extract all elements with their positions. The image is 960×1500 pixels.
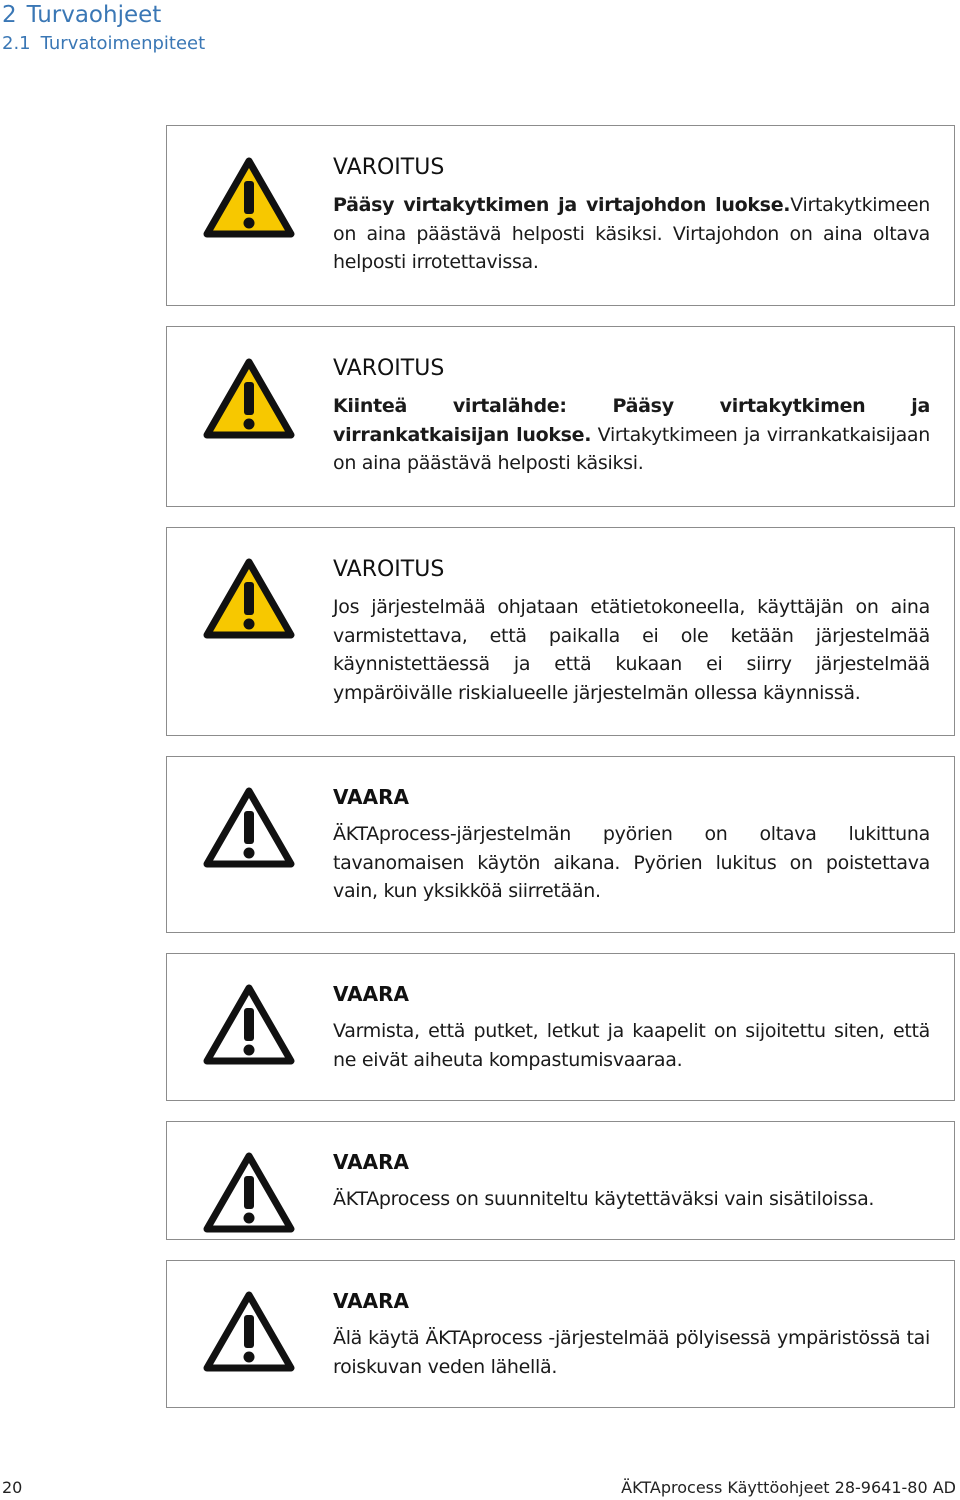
warning-text [333, 191, 930, 277]
warning-triangle-white-icon [203, 787, 295, 869]
danger-box-3 [166, 1121, 955, 1240]
danger-box-1 [166, 756, 955, 933]
chapter-heading [2, 0, 205, 30]
warning-triangle-yellow-icon [203, 558, 295, 640]
chapter-number: 2 [2, 2, 17, 28]
danger-label: VAARA [333, 1289, 409, 1313]
danger-label: VAARA [333, 1150, 409, 1174]
warning-triangle-white-icon [203, 984, 295, 1066]
warning-box-3 [166, 527, 955, 736]
danger-body-text: Varmista, että putket, letkut ja kaapelit on sijoitettu siten, että ne eivät aiheuta kompastumisvaaraa. [333, 1020, 930, 1071]
section-heading [2, 30, 205, 58]
chapter-title: Turvaohjeet [26, 2, 162, 28]
warning-label: VAROITUS [333, 155, 445, 180]
warning-label: VAROITUS [333, 356, 445, 381]
document-title: ÄKTAprocess Käyttöohjeet 28-9641-80 AD [621, 1478, 956, 1497]
danger-label: VAARA [333, 785, 409, 809]
danger-box-2 [166, 953, 955, 1101]
warning-body-text: Jos järjestelmää ohjataan etätietokoneella, käyttäjän on aina varmistettava, että paikalla ei ole ketään järjestelmää käynnistettäessä ja että kukaan ei siirry järjestelmää ympäröivälle riskialueelle järjestelmän ollessa käynnissä. [333, 596, 930, 704]
danger-box-4 [166, 1260, 955, 1408]
danger-body-text: ÄKTAprocess-järjestelmän pyörien on oltava lukittuna tavanomaisen käytön aikana. Pyörien lukitus on poistettava vain, kun yksikköä siirretään. [333, 823, 930, 902]
warning-triangle-white-icon [203, 1291, 295, 1373]
danger-body-text: Älä käytä ÄKTAprocess -järjestelmää pölyisessä ympäristössä tai roiskuvan veden lähellä. [333, 1327, 930, 1378]
warning-body-text: Virtakytkimeen on aina päästävä helposti käsiksi. Virtajohdon on aina oltava helposti irrotettavissa. [333, 194, 930, 273]
danger-label: VAARA [333, 982, 409, 1006]
warning-box-1 [166, 125, 955, 306]
section-title: Turvatoimenpiteet [40, 33, 206, 54]
warning-label: VAROITUS [333, 557, 445, 582]
warning-triangle-yellow-icon [203, 358, 295, 440]
danger-body-text: ÄKTAprocess on suunniteltu käytettäväksi vain sisätiloissa. [333, 1188, 875, 1210]
warning-bold-text: Kiinteä virtalähde: Pääsy virtakytkimen ja virrankatkaisijan luokse. [333, 395, 930, 446]
page-header [2, 0, 205, 58]
warning-triangle-white-icon [203, 1152, 295, 1234]
warning-text [333, 392, 930, 478]
warning-body-text: Virtakytkimeen ja virrankatkaisijaan on aina päästävä helposti käsiksi. [333, 423, 930, 474]
section-number: 2.1 [2, 33, 31, 54]
page-number: 20 [2, 1478, 23, 1497]
warning-bold-text: Pääsy virtakytkimen ja virtajohdon luokse. [333, 194, 791, 216]
warning-box-2 [166, 326, 955, 507]
warning-triangle-yellow-icon [203, 157, 295, 239]
